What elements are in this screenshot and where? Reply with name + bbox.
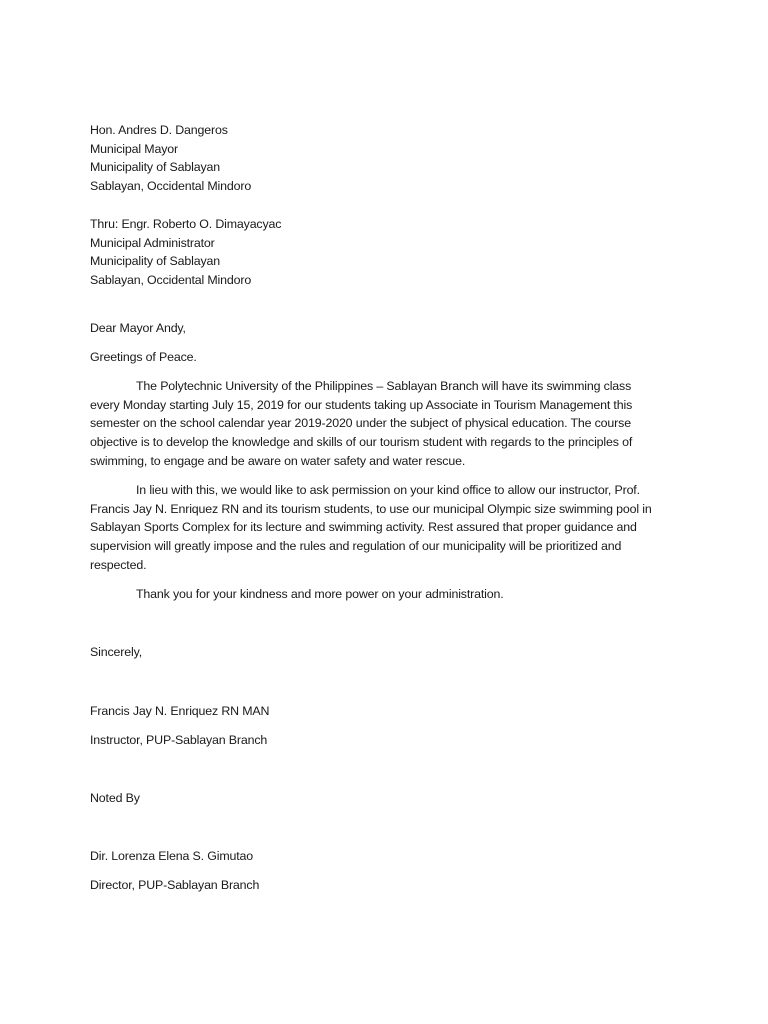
thru-name: Thru: Engr. Roberto O. Dimayacyac	[90, 217, 282, 231]
body-paragraph-2	[90, 481, 680, 574]
paragraph-line: objective is to develop the knowledge and skills of our tourism student with regards to the principles of	[90, 435, 633, 450]
salutation-block	[90, 319, 690, 338]
noter-title: Director, PUP-Sablayan Branch	[90, 878, 260, 892]
recipient-address	[90, 121, 690, 196]
paragraph-line: semester on the school calendar year 2019-2020 under the subject of physical education. The course	[90, 416, 631, 431]
greeting-block	[90, 348, 690, 367]
paragraph-line: every Monday starting July 15, 2019 for our students taking up Associate in Tourism Management this	[90, 397, 633, 412]
paragraph-line: swimming, to engage and be aware on water safety and water rescue.	[90, 453, 466, 468]
closing-block	[90, 643, 690, 662]
signatory-title: Instructor, PUP-Sablayan Branch	[90, 733, 268, 747]
greeting: Greetings of Peace.	[90, 350, 197, 364]
paragraph-line: In lieu with this, we would like to ask permission on your kind office to allow our instructor, Prof.	[136, 483, 640, 497]
signatory-block	[90, 702, 690, 721]
body-paragraph-1	[90, 377, 680, 470]
closing: Sincerely,	[90, 645, 142, 659]
paragraph-line: Sablayan Sports Complex for its lecture and swimming activity. Rest assured that proper guidance and	[90, 520, 637, 535]
paragraph-line: respected.	[90, 557, 147, 572]
paragraph-line: Francis Jay N. Enriquez RN and its tourism students, to use our municipal Olympic size swimming pool in	[90, 501, 652, 516]
noted-by-label: Noted By	[90, 791, 140, 805]
thru-office: Municipality of Sablayan	[90, 254, 221, 269]
recipient-name: Hon. Andres D. Dangeros	[90, 123, 228, 137]
recipient-position: Municipal Mayor	[90, 141, 178, 156]
recipient-location: Sablayan, Occidental Mindoro	[90, 179, 252, 194]
noter-block	[90, 847, 690, 866]
recipient-office: Municipality of Sablayan	[90, 160, 221, 175]
thru-location: Sablayan, Occidental Mindoro	[90, 273, 252, 288]
noter-title-block	[90, 876, 690, 895]
thru-position: Municipal Administrator	[90, 235, 215, 250]
noter-name: Dir. Lorenza Elena S. Gimutao	[90, 849, 254, 863]
signatory-name: Francis Jay N. Enriquez RN MAN	[90, 704, 270, 718]
thru-address	[90, 215, 690, 290]
salutation: Dear Mayor Andy,	[90, 321, 186, 335]
paragraph-line: The Polytechnic University of the Philippines – Sablayan Branch will have its swimming class	[136, 379, 632, 393]
paragraph-line: Thank you for your kindness and more power on your administration.	[136, 587, 504, 601]
signatory-title-block	[90, 731, 690, 750]
paragraph-line: supervision will greatly impose and the rules and regulation of our municipality will be prioritized and	[90, 539, 622, 554]
body-paragraph-3	[90, 585, 680, 604]
noted-by-block	[90, 789, 690, 808]
